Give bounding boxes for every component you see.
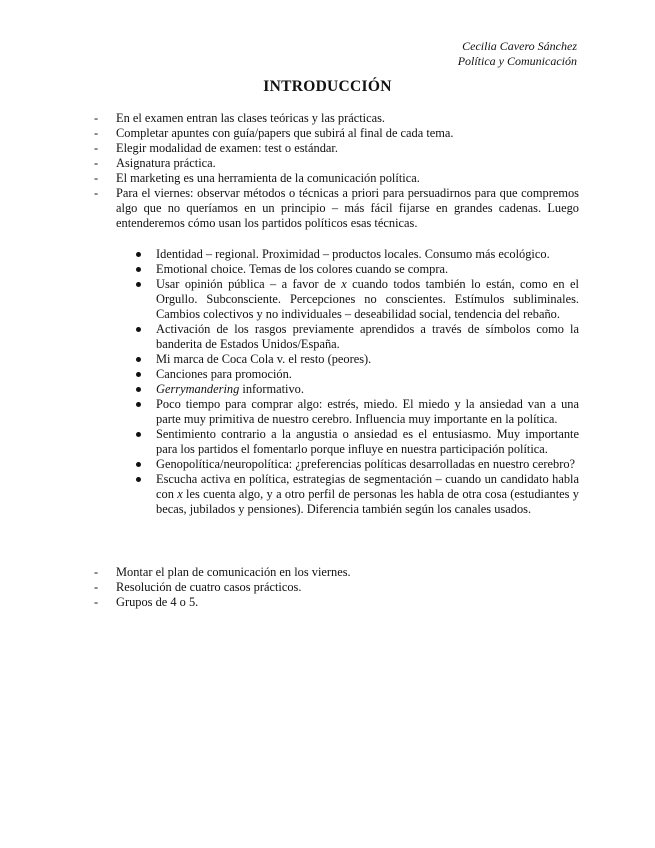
bullet-text: Genopolítica/neuropolítica: ¿preferencias políticas desarrolladas en nuestro cerebro? [156, 457, 576, 471]
bullet-item [134, 247, 579, 262]
variable-x: x [177, 487, 183, 501]
course-name: Política y Comunicación [457, 54, 577, 68]
bullet-dot [136, 282, 141, 287]
bullet-text: Sentimiento contrario a la angustia o ansiedad es el entusiasmo. Muy importante para los partidos el fomentarlo porque influye en nuestra participación política. [156, 427, 579, 456]
dash-marker: - [94, 580, 99, 594]
dash-marker: - [94, 171, 99, 185]
page-title: INTRODUCCIÓN [263, 78, 392, 95]
list-item [94, 580, 579, 595]
list-item [94, 565, 579, 580]
bullet-dot [136, 432, 141, 437]
closing-list [94, 565, 579, 610]
closing-section [94, 565, 579, 610]
bullet-dot [136, 267, 141, 272]
bullet-dot [136, 462, 141, 467]
dash-marker: - [94, 156, 99, 170]
bullet-text: Usar opinión pública – a favor de [156, 277, 342, 291]
intro-section [94, 111, 579, 231]
list-item-text: En el examen entran las clases teóricas y las prácticas. [116, 111, 386, 125]
bullet-text: Identidad – regional. Proximidad – productos locales. Consumo más ecológico. [156, 247, 550, 261]
bullet-dot [136, 252, 141, 257]
bullet-text: cuando todos también lo están, como en el Orgullo. Subconsciente. Percepciones no conscientes. Estímulos subliminales. Cambios colectivos y no individuales – deseabilidad social, tendencia del rebaño. [156, 277, 579, 321]
intro-list [94, 111, 579, 231]
bullet-text: informativo. [239, 382, 304, 396]
dash-marker: - [94, 565, 99, 579]
bullet-item [134, 262, 579, 277]
list-item [94, 171, 579, 186]
bullet-text: Emotional choice. Temas de los colores cuando se compra. [156, 262, 449, 276]
author-name: Cecilia Cavero Sánchez [462, 39, 577, 53]
list-item-text: Resolución de cuatro casos prácticos. [116, 580, 302, 594]
list-item [94, 156, 579, 171]
dash-marker: - [94, 111, 99, 125]
list-item-text: Elegir modalidad de examen: test o estándar. [116, 141, 338, 155]
bullet-item [134, 427, 579, 457]
dash-marker: - [94, 186, 99, 200]
bullet-dot [136, 357, 141, 362]
bullet-text: Escucha activa en política, estrategias de segmentación – cuando un candidato habla con [156, 472, 579, 501]
bullet-item [134, 472, 579, 517]
gerrymandering-term: Gerrymandering [156, 382, 240, 396]
bullet-dot [136, 477, 141, 482]
bullet-dot [136, 372, 141, 377]
list-item-text: Asignatura práctica. [116, 156, 216, 170]
bullet-text: Poco tiempo para comprar algo: estrés, miedo. El miedo y la ansiedad van a una parte muy primitiva de nuestro cerebro. Influencia muy importante en la política. [156, 397, 579, 426]
dash-marker: - [94, 126, 99, 140]
bullet-item [134, 397, 579, 427]
bullet-dot [136, 387, 141, 392]
bullet-item [134, 457, 579, 472]
dash-marker: - [94, 595, 99, 609]
bullet-dot [136, 327, 141, 332]
list-item-text: El marketing es una herramienta de la comunicación política. [116, 171, 420, 185]
list-item [94, 126, 579, 141]
bullet-item [134, 277, 579, 322]
list-item [94, 111, 579, 126]
bullet-text: les cuenta algo, y a otro perfil de personas les habla de otra cosa (estudiantes y becas, jubilados y pensiones). Diferencia también según los canales usados. [156, 487, 579, 516]
bullet-text: Activación de los rasgos previamente aprendidos a través de símbolos como la banderita de Estados Unidos/España. [156, 322, 579, 351]
list-item-text: Completar apuntes con guía/papers que subirá al final de cada tema. [116, 126, 454, 140]
bullet-item [134, 352, 579, 367]
document-header [458, 39, 577, 69]
bullet-text: Canciones para promoción. [156, 367, 292, 381]
bullet-text: Mi marca de Coca Cola v. el resto (peores). [156, 352, 372, 366]
list-item [94, 595, 579, 610]
list-item-text: Para el viernes: observar métodos o técnicas a priori para persuadirnos para que compremos algo que no queríamos en un principio – más fácil fijarse en grandes cadenas. Luego entenderemos cómo usan los partidos políticos esas técnicas. [116, 186, 579, 230]
bullet-item [134, 367, 579, 382]
bullet-item [134, 382, 579, 397]
list-item-text: Grupos de 4 o 5. [116, 595, 199, 609]
list-item [94, 186, 579, 231]
techniques-section [134, 247, 579, 517]
list-item [94, 141, 579, 156]
variable-x: x [341, 277, 347, 291]
dash-marker: - [94, 141, 99, 155]
list-item-text: Montar el plan de comunicación en los viernes. [116, 565, 351, 579]
bullet-item [134, 322, 579, 352]
bullet-dot [136, 402, 141, 407]
techniques-list [134, 247, 579, 517]
